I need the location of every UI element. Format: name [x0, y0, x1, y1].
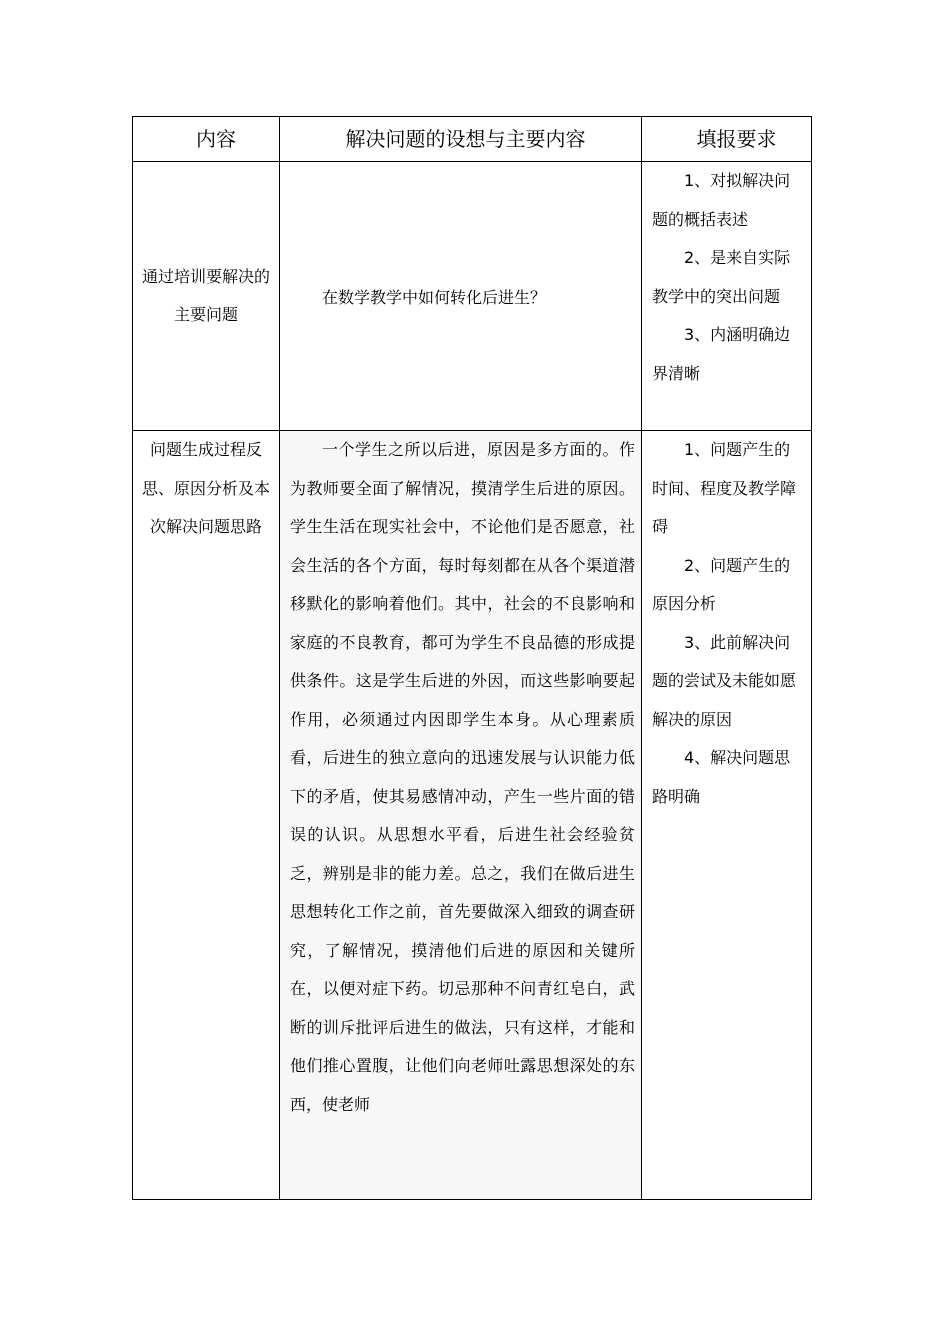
row2-content: 一个学生之所以后进，原因是多方面的。作为教师要全面了解情况，摸清学生后进的原因。学生生活在现实社会中，不论他们是否愿意，社会生活的各个方面，每时每刻都在从各个渠道潜移默化的影响着他们。其中，社会的不良影响和家庭的不良教育，都可为学生不良品德的形成提供条件。这是学生后进的外因，而这些影响要起作用，必须通过内因即学生本身。从心理素质看，后进生的独立意向的迅速发展与认识能力低下的矛盾，使其易感情冲动，产生一些片面的错误的认识。从思想水平看，后进生社会经验贫乏，辨别是非的能力差。总之，我们在做后进生思想转化工作之前，首先要做深入细致的调查研究，了解情况，摸清他们后进的原因和关键所在，以便对症下药。切忌那种不问青红皂白，武断的训斥批评后进生的做法，只有这样，才能和他们推心置腹，让他们向老师吐露思想深处的东西，使老师	[280, 431, 641, 1199]
header-plan	[280, 117, 642, 162]
row1-label: 通过培训要解决的主要问题	[141, 266, 270, 324]
requirement-item: 1、对拟解决问题的概括表述	[652, 171, 791, 229]
header-content	[133, 117, 280, 162]
requirement-item: 3、此前解决问题的尝试及未能如愿解决的原因	[652, 632, 797, 729]
row2-label-cell	[133, 431, 280, 1200]
row1-content-cell	[280, 162, 642, 431]
requirement-item: 1、问题产生的时间、程度及教学障碍	[652, 440, 797, 536]
header-content-label: 内容	[196, 127, 236, 151]
row2-label: 问题生成过程反思、原因分析及本次解决问题思路	[141, 440, 270, 536]
table-header-row	[133, 117, 812, 162]
requirement-item: 3、内涵明确边界清晰	[652, 325, 791, 383]
row1-requirements	[642, 162, 811, 393]
row1-label-cell	[133, 162, 280, 431]
header-plan-label: 解决问题的设想与主要内容	[345, 127, 586, 151]
row2-content-cell	[280, 431, 642, 1200]
requirement-item: 2、问题产生的原因分析	[652, 555, 791, 613]
report-table	[132, 116, 812, 1200]
row2-requirements-cell	[642, 431, 812, 1200]
requirement-item: 4、解决问题思路明确	[652, 748, 791, 806]
row1-content: 在数学教学中如何转化后进生？	[322, 287, 547, 307]
row2-requirements	[642, 431, 811, 816]
header-requirements-label: 填报要求	[696, 127, 777, 151]
requirement-item: 2、是来自实际教学中的突出问题	[652, 248, 791, 306]
table-row	[133, 431, 812, 1200]
row1-requirements-cell	[642, 162, 812, 431]
header-requirements	[642, 117, 812, 162]
table-row	[133, 162, 812, 431]
